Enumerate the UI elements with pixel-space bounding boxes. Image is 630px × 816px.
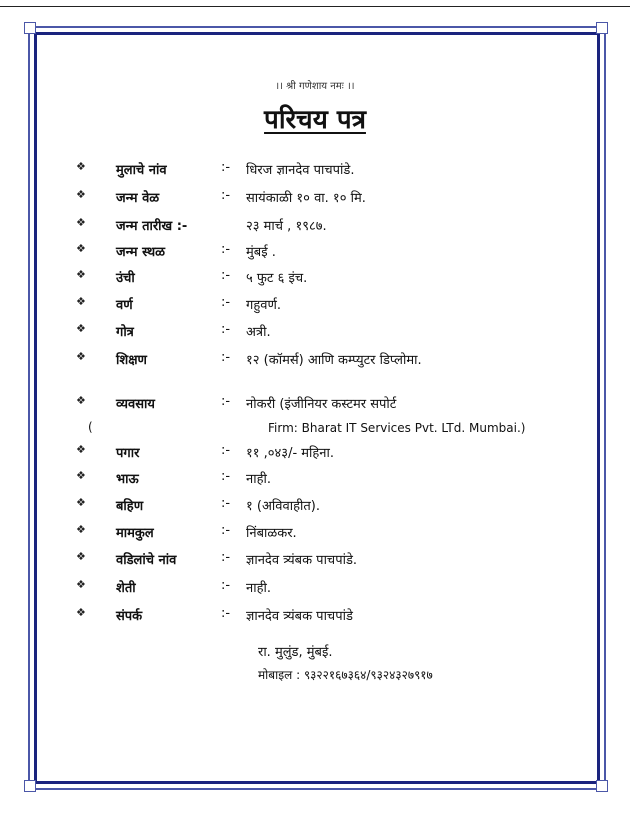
field-row bbox=[0, 443, 630, 463]
bullet-icon: ❖ bbox=[76, 268, 86, 281]
field-value: अत्री. bbox=[246, 325, 271, 340]
bullet-icon: ❖ bbox=[76, 550, 86, 563]
field-label: वडिलांचे नांव bbox=[116, 553, 177, 568]
bullet-icon: ❖ bbox=[76, 523, 86, 536]
bullet-icon: ❖ bbox=[76, 160, 86, 173]
field-label: शिक्षण bbox=[116, 353, 147, 368]
field-row bbox=[0, 523, 630, 543]
field-row bbox=[0, 350, 630, 370]
field-label: जन्म तारीख :- bbox=[116, 219, 188, 234]
field-row bbox=[0, 550, 630, 570]
field-label: वर्ण bbox=[116, 298, 133, 313]
document-title: परिचय पत्र bbox=[264, 105, 366, 135]
field-row bbox=[0, 606, 630, 626]
field-label: जन्म स्थळ bbox=[116, 245, 166, 260]
field-label: मामकुल bbox=[116, 526, 154, 541]
contact-mobile: मोबाइल : ९३२२१६७३६४/९३२४३२७९१७ bbox=[258, 668, 433, 682]
field-label: जन्म वेळ bbox=[116, 191, 160, 206]
field-value: नाही. bbox=[246, 472, 271, 487]
field-row bbox=[0, 295, 630, 315]
field-value: निंबाळकर. bbox=[246, 526, 297, 541]
field-row bbox=[0, 160, 630, 180]
field-row bbox=[0, 268, 630, 288]
bullet-icon: ❖ bbox=[76, 394, 86, 407]
field-separator: :- bbox=[221, 160, 231, 175]
bullet-icon: ❖ bbox=[76, 350, 86, 363]
bullet-icon: ❖ bbox=[76, 606, 86, 619]
border-corner-ornament bbox=[24, 780, 36, 792]
field-value: धिरज ज्ञानदेव पाचपांडे. bbox=[246, 163, 355, 178]
field-label: मुलाचे नांव bbox=[116, 163, 167, 178]
field-row bbox=[0, 394, 630, 414]
field-value: ११ ,०४३/- महिना. bbox=[246, 446, 335, 461]
border-corner-ornament bbox=[596, 780, 608, 792]
field-value: २३ मार्च , १९८७. bbox=[246, 219, 327, 234]
field-row bbox=[0, 216, 630, 236]
field-separator: :- bbox=[221, 606, 231, 621]
bullet-icon: ❖ bbox=[76, 443, 86, 456]
field-label: गोत्र bbox=[116, 325, 134, 340]
field-value: सायंकाळी १० वा. १० मि. bbox=[246, 191, 366, 206]
field-separator: :- bbox=[221, 322, 231, 337]
bullet-icon: ❖ bbox=[76, 578, 86, 591]
field-row bbox=[0, 322, 630, 342]
bullet-icon: ❖ bbox=[76, 295, 86, 308]
field-value: नाही. bbox=[246, 581, 271, 596]
field-label: उंची bbox=[116, 271, 135, 286]
bullet-icon: ❖ bbox=[76, 322, 86, 335]
field-value: नोकरी (इंजीनियर कस्टमर सपोर्ट bbox=[246, 397, 397, 412]
field-separator: :- bbox=[221, 295, 231, 310]
field-row bbox=[0, 469, 630, 489]
field-separator: :- bbox=[221, 350, 231, 365]
field-value: ज्ञानदेव त्र्यंबक पाचपांडे bbox=[246, 609, 353, 624]
field-separator: :- bbox=[221, 578, 231, 593]
invocation-line: ।। श्री गणेशाय नमः ।। bbox=[275, 81, 355, 92]
border-corner-ornament bbox=[596, 22, 608, 34]
field-label: शेती bbox=[116, 581, 136, 596]
field-separator: :- bbox=[221, 469, 231, 484]
field-value: १२ (कॉमर्स) आणि कम्प्युटर डिप्लोमा. bbox=[246, 353, 422, 368]
field-row bbox=[0, 578, 630, 598]
field-separator: :- bbox=[221, 496, 231, 511]
field-label: बहिण bbox=[116, 499, 144, 514]
bullet-icon: ❖ bbox=[76, 188, 86, 201]
field-separator: :- bbox=[221, 443, 231, 458]
field-row bbox=[0, 188, 630, 208]
field-separator: :- bbox=[221, 242, 231, 257]
field-separator: :- bbox=[221, 550, 231, 565]
field-value: गहुवर्ण. bbox=[246, 298, 281, 313]
field-label: भाऊ bbox=[116, 472, 139, 487]
field-label: पगार bbox=[116, 446, 140, 461]
bullet-icon: ❖ bbox=[76, 216, 86, 229]
field-value: १ (अविवाहीत). bbox=[246, 499, 320, 514]
border-corner-ornament bbox=[24, 22, 36, 34]
field-separator: :- bbox=[221, 523, 231, 538]
bullet-icon: ❖ bbox=[76, 469, 86, 482]
bullet-icon: ❖ bbox=[76, 242, 86, 255]
field-value: मुंबई . bbox=[246, 245, 276, 260]
field-value: ज्ञानदेव त्र्यंबक पाचपांडे. bbox=[246, 553, 358, 568]
field-separator: :- bbox=[221, 268, 231, 283]
field-separator: :- bbox=[221, 394, 231, 409]
field-row bbox=[0, 496, 630, 516]
field-value: ५ फुट ६ इंच. bbox=[246, 271, 308, 286]
field-label: व्यवसाय bbox=[116, 397, 155, 412]
occupation-firm: Firm: Bharat IT Services Pvt. LTd. Mumbai.) bbox=[268, 421, 526, 435]
top-rule bbox=[0, 6, 630, 7]
field-row bbox=[0, 242, 630, 262]
field-label: संपर्क bbox=[116, 609, 143, 624]
bullet-icon: ❖ bbox=[76, 496, 86, 509]
field-separator: :- bbox=[221, 188, 231, 203]
contact-address: रा. मुलुंड, मुंबई. bbox=[258, 645, 333, 660]
occupation-paren: ( bbox=[88, 420, 93, 434]
